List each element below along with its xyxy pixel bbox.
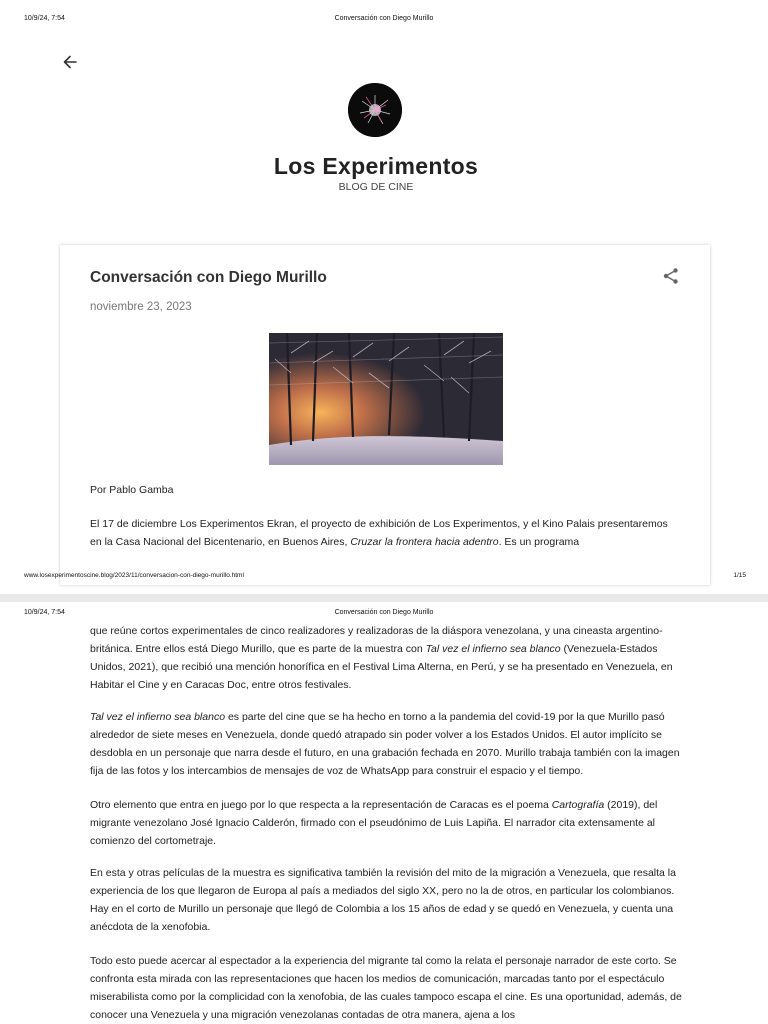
poem-title-cartografia: Cartografía: [551, 799, 605, 811]
paragraph-1-text-a: El 17 de diciembre Los Experimentos Ekran, el proyecto de exhibición de Los Experimentos, y el Kino Palais presentaremos en la Casa Nacional del Bicentenario, en Buenos Aires,: [90, 518, 668, 548]
snowy-forest-image: [269, 333, 503, 465]
blog-title[interactable]: Los Experimentos: [273, 153, 479, 179]
arrow-left-icon: [60, 52, 80, 72]
share-icon: [662, 267, 680, 285]
paragraph-1c-text-a: que reúne cortos experimentales de cinco realizadores y realizadoras de la diáspora venezolana, y una cineasta argentino-británica. Entre ellos está Diego Murillo, que es parte de la muestra con: [90, 625, 663, 655]
film-title-infierno-2: Tal vez el infierno sea blanco: [90, 711, 226, 723]
paragraph-5: Todo esto puede acercar al espectador a la experiencia del migrante tal como la relata el personaje narrador de este corto. Se confronta esta mirada con las representaciones que hacen los medios de comunicación, marcadas tanto por el espectáculo miserabilista como por la complicidad con la xenofobia, de las cuales tampoco escapa el cine. Es una oportunidad, además, de conocer una Venezuela y una migración venezolanas contadas de otra manera, ajena a los: [90, 955, 682, 1021]
post-date: noviembre 23, 2023: [90, 301, 192, 313]
page-separator: [0, 594, 768, 602]
paragraph-2-text: es parte del cine que se ha hecho en torno a la pandemia del covid-19 por la que Murillo pasó alrededor de siete meses en Venezuela, donde quedó atrapado sin poder volver a los Estados Unidos. El autor implícito se desdobla en un personaje que narra desde el futuro, en una grabación fechada en 2070. Murillo trabaja también con la imagen fija de las fotos y los intercambios de mensajes de voz de WhatsApp para construir el espacio y el tiempo.: [90, 711, 680, 777]
film-title-cruzar: Cruzar la frontera hacia adentro: [350, 536, 499, 548]
post-image[interactable]: [269, 333, 503, 465]
print-header-title-2: Conversación con Diego Murillo: [334, 609, 434, 616]
blog-logo-image: [348, 83, 402, 137]
film-title-infierno: Tal vez el infierno sea blanco: [425, 643, 561, 655]
print-footer-url: www.losexperimentoscine.blog/2023/11/conversacion-con-diego-murillo.html: [24, 572, 244, 579]
post-author: Por Pablo Gamba: [90, 484, 174, 496]
paragraph-3: [90, 796, 682, 850]
print-header-datetime-2: 10/9/24, 7:54: [24, 609, 65, 616]
paragraph-1-continued: [90, 622, 682, 694]
paragraph-1c-text-b: (Venezuela-Estados Unidos, 2021), que recibió una mención honorífica en el Festival Lima Alterna, en Perú, y se ha presentado en Venezuela, en Habitar el Cine y en Caracas Doc, entre otros festivales.: [90, 643, 673, 691]
back-button[interactable]: [60, 52, 80, 72]
print-header-datetime: 10/9/24, 7:54: [24, 15, 65, 22]
paragraph-1: [90, 515, 682, 551]
share-button[interactable]: [662, 267, 680, 285]
blog-logo[interactable]: [348, 83, 402, 137]
print-header-title: Conversación con Diego Murillo: [334, 15, 434, 22]
paragraph-1-text-b: . Es un programa: [498, 536, 580, 548]
blog-subtitle: BLOG DE CINE: [338, 181, 414, 193]
post-card: [60, 245, 710, 585]
print-page-2: [0, 602, 768, 1024]
paragraph-4: En esta y otras películas de la muestra es significativa también la revisión del mito de la migración a Venezuela, que resalta la experiencia de los que llegaron de Europa al país a mediados del siglo XX, pero no la de otros, en particular los colombianos. Hay en el corto de Murillo un personaje que llegó de Colombia a los 15 años de edad y se quedó en Venezuela, y cuenta una anécdota de la xenofobia.: [90, 867, 676, 933]
paragraph-3-text-b: (2019), del migrante venezolano José Ignacio Calderón, firmado con el pseudónimo de Luis Lapiña. El narrador cita extensamente al comienzo del cortometraje.: [90, 799, 658, 847]
post-title: Conversación con Diego Murillo: [90, 269, 327, 286]
print-footer-page: 1/15: [733, 572, 746, 579]
paragraph-2: [90, 708, 682, 780]
paragraph-3-text-a: Otro elemento que entra en juego por lo que respecta a la representación de Caracas es el poema: [90, 799, 552, 811]
